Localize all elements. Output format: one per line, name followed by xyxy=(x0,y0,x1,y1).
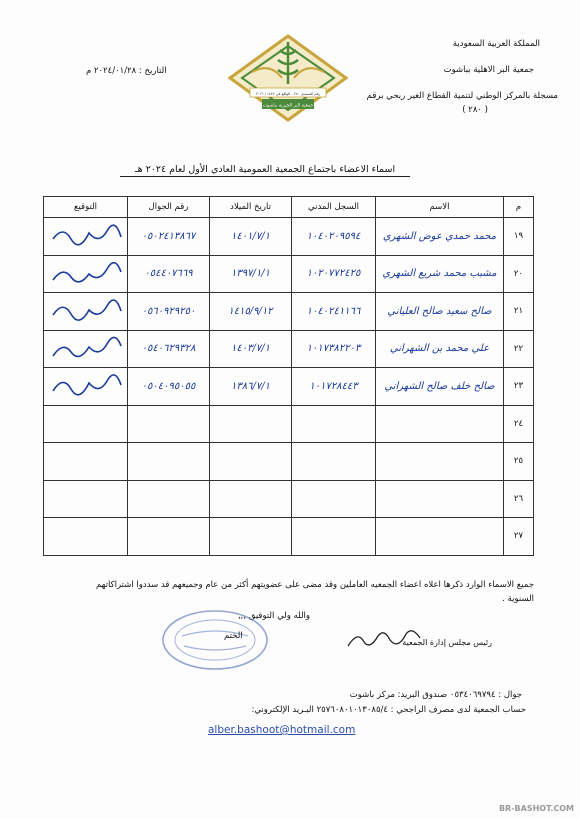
column-header: رقم الجوال xyxy=(128,197,210,218)
seal-label: الختم xyxy=(224,631,243,641)
cell-dob xyxy=(210,443,292,481)
cell-dob xyxy=(210,480,292,518)
cell-name: مشبب محمد شريع الشهري xyxy=(376,255,504,293)
membership-statement: جميع الاسماء الوارد ذكرها اعلاه اعضاء الجمعيه العاملين وقد مضى على عضويتهم أكثر من عام وجميعهم قد سددوا اشتراكاتهم السنوية . xyxy=(96,580,534,604)
cell-num: ١٩ xyxy=(504,218,534,256)
cell-id xyxy=(292,443,376,481)
logo-license-text: رقم التسجيل ٢٨٠ - الواقع في ١٤٣٧ / ٢٠١٦ xyxy=(255,92,321,96)
bank-line: حساب الجمعية لدى مصرف الراجحي : ٢٥٧٦٠٨٠١٠١٣٠٨٥/٤ البـريد الإلكتروني: xyxy=(251,705,526,715)
table-row xyxy=(44,218,534,256)
cell-name xyxy=(376,480,504,518)
column-header: التوقيع xyxy=(44,197,128,218)
cell-signature xyxy=(44,330,128,368)
chairman-label: رئيس مجلس إدارة الجمعية xyxy=(402,638,492,647)
cell-signature xyxy=(44,405,128,443)
email-link[interactable]: alber.bashoot@hotmail.com xyxy=(208,724,356,736)
cell-dob xyxy=(210,518,292,556)
cell-phone: ٠٥٠٢٤١٣٨٦٧ xyxy=(128,218,210,256)
site-watermark: BR-BASHOT.COM xyxy=(498,804,574,813)
table-body xyxy=(44,218,534,556)
cell-num: ٢٧ xyxy=(504,518,534,556)
registration-line: مسجلة بالمركز الوطني لتنمية القطاع الغير ربحي برقم xyxy=(366,91,558,101)
document-date: التاريخ : ٢٠٢٤/٠١/٢٨ م xyxy=(86,66,167,76)
handwritten-signature xyxy=(49,259,123,289)
cell-phone: ٠٥٠٤٠٩٥٠٥٥ xyxy=(128,368,210,406)
cell-id: ١٠٤٠٢٠٩٥٩٤ xyxy=(292,218,376,256)
cell-id xyxy=(292,518,376,556)
association-stamp xyxy=(160,608,270,672)
column-header: الاسم xyxy=(376,197,504,218)
cell-name xyxy=(376,518,504,556)
table-row xyxy=(44,330,534,368)
cell-phone xyxy=(128,518,210,556)
handwritten-signature xyxy=(49,371,123,401)
contact-line: جوال : ٠٥٣٤٠٦٩٧٩٤ صندوق البريد: مركز باشوت xyxy=(349,690,522,700)
cell-num: ٢٠ xyxy=(504,255,534,293)
cell-signature xyxy=(44,255,128,293)
cell-signature xyxy=(44,443,128,481)
cell-name xyxy=(376,443,504,481)
cell-phone: ٠٥٦٠٩٢٩٢٥٠ xyxy=(128,293,210,331)
association-name: جمعية البر الاهلية بباشوت xyxy=(443,65,534,75)
cell-phone xyxy=(128,480,210,518)
cell-num: ٢٣ xyxy=(504,368,534,406)
cell-signature xyxy=(44,480,128,518)
cell-name xyxy=(376,405,504,443)
table-header-row xyxy=(44,197,534,218)
cell-dob: ١٤٠١/٧/١ xyxy=(210,218,292,256)
members-table xyxy=(43,196,534,556)
cell-id: ١٠٢٠٧٧٢٤٢٥ xyxy=(292,255,376,293)
cell-name: صالح خلف صالح الشهراني xyxy=(376,368,504,406)
cell-signature xyxy=(44,518,128,556)
cell-dob: ١٤٠٣/٧/١ xyxy=(210,330,292,368)
closing-phrase: والله ولي التوفيق ,,, xyxy=(237,611,310,621)
cell-dob: ١٣٨٦/٧/١ xyxy=(210,368,292,406)
handwritten-signature xyxy=(49,221,123,251)
handwritten-signature xyxy=(49,296,123,326)
document-title: اسماء الاعضاء باجتماع الجمعية العمومية العادي الأول لعام ٢٠٢٤ هـ xyxy=(120,164,410,177)
handwritten-signature xyxy=(49,334,123,364)
association-logo xyxy=(222,32,354,128)
table-row xyxy=(44,518,534,556)
cell-id xyxy=(292,480,376,518)
cell-num: ٢٦ xyxy=(504,480,534,518)
kingdom-line: المملكة العربية السعودية xyxy=(452,39,540,49)
table-row xyxy=(44,480,534,518)
cell-phone: ٠٥٤٤٠٧٦٦٩ xyxy=(128,255,210,293)
cell-id: ١٠١٧٣٨٢٢٠٣ xyxy=(292,330,376,368)
cell-num: ٢٤ xyxy=(504,405,534,443)
cell-num: ٢٥ xyxy=(504,443,534,481)
cell-dob: ١٤١٥/٩/١٢ xyxy=(210,293,292,331)
table-row xyxy=(44,293,534,331)
cell-signature xyxy=(44,368,128,406)
cell-name: محمد حمدي عوض الشهري xyxy=(376,218,504,256)
cell-name: علي محمد بن الشهراني xyxy=(376,330,504,368)
cell-id: ١٠٤٠٢٤١١٦٦ xyxy=(292,293,376,331)
logo-caption: جمعية البر الخيرية بباشوت xyxy=(262,103,314,109)
cell-num: ٢١ xyxy=(504,293,534,331)
cell-dob: ١٣٩٧/١/١ xyxy=(210,255,292,293)
table-row xyxy=(44,255,534,293)
cell-phone xyxy=(128,405,210,443)
table-row xyxy=(44,443,534,481)
cell-num: ٢٢ xyxy=(504,330,534,368)
column-header: تاريخ الميلاد xyxy=(210,197,292,218)
cell-signature xyxy=(44,293,128,331)
table-row xyxy=(44,405,534,443)
cell-dob xyxy=(210,405,292,443)
column-header: السجل المدني xyxy=(292,197,376,218)
cell-phone: ٠٥٤٠٦٢٩٣٢٨ xyxy=(128,330,210,368)
registration-number: ( ٢٨٠ ) xyxy=(462,105,488,115)
column-header: م xyxy=(504,197,534,218)
table-row xyxy=(44,368,534,406)
cell-signature xyxy=(44,218,128,256)
cell-name: صالح سعيد صالح العلياني xyxy=(376,293,504,331)
cell-id: ١٠١٧٢٨٤٤٣ xyxy=(292,368,376,406)
cell-id xyxy=(292,405,376,443)
cell-phone xyxy=(128,443,210,481)
